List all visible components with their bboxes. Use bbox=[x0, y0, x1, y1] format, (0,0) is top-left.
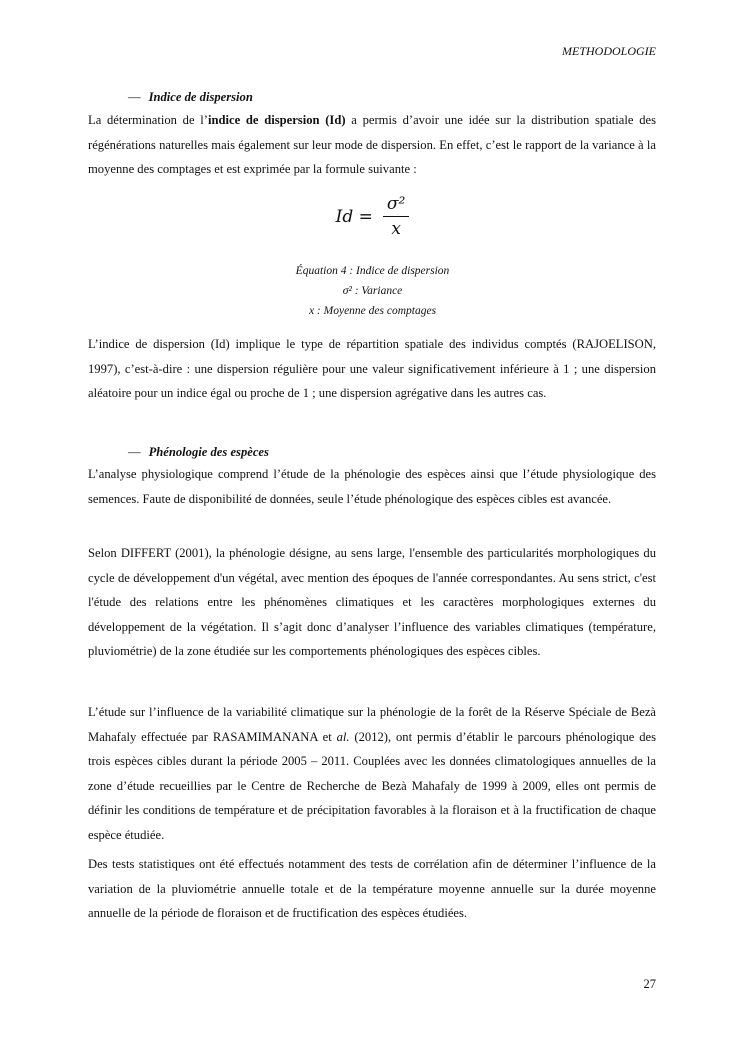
section-heading-dispersion bbox=[128, 90, 253, 105]
text: (2012), ont permis d’établir le parcours phénologique des trois espèces cibles durant la période 2005 – 2011. Couplées avec les données climatologiques annuelles de la zone d’étude recueillies par le Centre de Recherche de Bezà Mahafaly de 1999 à 2009, elles ont permis de définir les conditions de température et de précipitation favorables à la floraison et à la fructification de chaque espèce étudiée. bbox=[88, 729, 656, 842]
section-heading-phenologie bbox=[128, 445, 269, 460]
italic-term: al. bbox=[336, 729, 350, 744]
text: La détermination de l’ bbox=[88, 113, 208, 127]
paragraph-phenologie-intro: L’analyse physiologique comprend l’étude de la phénologie des espèces ainsi que l’étude physiologique des semences. Faute de disponibilité de données, seule l’étude phénologique des espèces cibles est avancée. bbox=[88, 467, 656, 506]
numerator: σ² bbox=[383, 194, 409, 217]
page-number: 27 bbox=[643, 977, 656, 991]
paragraph-dispersion-interpretation: L’indice de dispersion (Id) implique le type de répartition spatiale des individus comptés (RAJOELISON, 1997), c’est-à-dire : une dispersion régulière pour une valeur significativement inférieure à 1 ; une dispersion aléatoire pour un indice égal ou proche de 1 ; une dispersion agrégative dans les autres cas. bbox=[88, 337, 656, 401]
paragraph-statistical-tests: Des tests statistiques ont été effectués notamment des tests de corrélation afin de déterminer l’influence de la variation de la pluviométrie annuelle totale et de la température moyenne annuelle sur la durée moyenne annuelle de la période de floraison et de fructification des espèces étudiées. bbox=[88, 857, 656, 921]
heading-text: Phénologie des espèces bbox=[148, 445, 269, 459]
bold-term: indice de dispersion (Id) bbox=[207, 113, 346, 127]
paragraph-phenologie-definition: Selon DIFFERT (2001), la phénologie désigne, au sens large, l'ensemble des particularités morphologiques du cycle de développement d'un végétal, avec mention des époques de l'année correspondantes. Au sens strict, c'est l'étude des relations entre les phénomènes climatiques et les caractères morphologiques externes du développement de la végétation. Il s’agit donc d’analyser l’influence des variables climatiques (température, pluviométrie) de la zone étudiée sur les comportements phénologiques des espèces cibles. bbox=[88, 546, 656, 659]
equation-legend-variance: σ² : Variance bbox=[342, 285, 403, 297]
paragraph-phenologie-study bbox=[88, 700, 656, 848]
dash-bullet: — bbox=[128, 445, 141, 459]
fraction bbox=[383, 194, 409, 239]
dash-bullet: — bbox=[128, 90, 141, 104]
text: a permis d’avoir une idée sur la distribution spatiale des régénérations naturelles mais également sur leur mode de dispersion. En effet, c’est le rapport de la variance à la moyenne des comptages et est exprimée par la formule suivante : bbox=[88, 113, 656, 177]
denominator: x bbox=[391, 219, 401, 239]
text: L’étude sur l’influence de la variabilité climatique sur la phénologie de la forêt de la Réserve Spéciale de Bezà Mahafaly effectuée par RASAMIMANANA et bbox=[88, 705, 656, 744]
running-header: METHODOLOGIE bbox=[562, 44, 656, 58]
equation bbox=[0, 194, 745, 239]
paragraph-dispersion-intro bbox=[88, 108, 656, 182]
heading-text: Indice de dispersion bbox=[148, 90, 253, 104]
equation-legend-mean: x : Moyenne des comptages bbox=[308, 305, 437, 317]
equation-caption: Équation 4 : Indice de dispersion bbox=[295, 265, 450, 277]
equation-lhs: Id = bbox=[335, 206, 373, 227]
